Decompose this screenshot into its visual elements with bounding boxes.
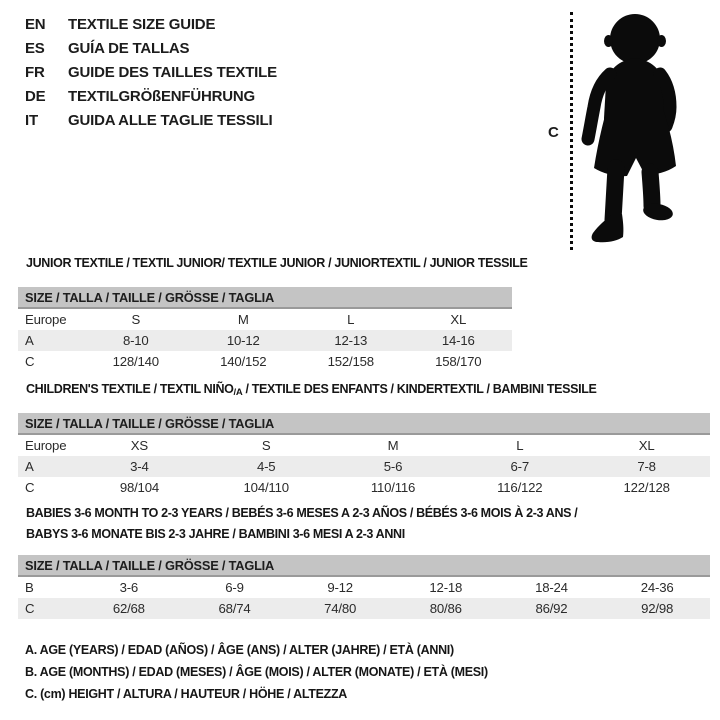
lang-title: GUÍA DE TALLAS (68, 39, 190, 57)
cell: 104/110 (243, 480, 289, 495)
lang-row-fr (25, 60, 277, 84)
lang-row-it (25, 108, 277, 132)
lang-code: DE (25, 87, 46, 105)
row-label: C (25, 480, 35, 495)
note-height-cm: C. (cm) HEIGHT / ALTURA / HAUTEUR / HÖHE / ALTEZZA (25, 687, 348, 701)
children-section-title (26, 382, 597, 398)
junior-row-height (18, 351, 512, 372)
cell: 74/80 (287, 598, 393, 619)
cell: XL (638, 438, 655, 453)
cell: XL (450, 312, 467, 327)
lang-code: ES (25, 39, 45, 57)
legend-notes (25, 639, 488, 705)
note-age-years: A. AGE (YEARS) / EDAD (AÑOS) / ÂGE (ANS) / ALTER (JAHRE) / ETÀ (ANNI) (25, 643, 454, 657)
cell: 5-6 (330, 456, 457, 477)
cell: XS (130, 438, 148, 453)
children-title-sub: /A (233, 387, 243, 398)
junior-row-europe (18, 308, 512, 330)
babies-size-table (18, 555, 710, 619)
row-label: C (25, 354, 35, 369)
note-age-months: B. AGE (MONTHS) / EDAD (MESES) / ÂGE (MOIS) / ALTER (MONATE) / ETÀ (MESI) (25, 665, 488, 679)
cell: 8-10 (82, 330, 190, 351)
cell: 92/98 (604, 598, 710, 619)
lang-code: FR (25, 63, 45, 81)
cell: S (261, 438, 271, 453)
cell: 14-16 (405, 330, 513, 351)
cell: 86/92 (499, 598, 605, 619)
row-label: A (18, 330, 82, 351)
row-label: A (18, 456, 76, 477)
junior-section-title: JUNIOR TEXTILE / TEXTIL JUNIOR/ TEXTILE JUNIOR / JUNIORTEXTIL / JUNIOR TESSILE (26, 256, 528, 270)
cell: 3-4 (76, 456, 203, 477)
measure-c-label: C (548, 124, 559, 141)
cell: 3-6 (119, 580, 139, 595)
cell: 12-18 (429, 580, 463, 595)
row-label: B (25, 580, 34, 595)
size-header-cell: SIZE / TALLA / TAILLE / GRÖSSE / TAGLIA (18, 287, 512, 308)
dotted-measure-line (570, 12, 573, 250)
babies-title-line2: BABYS 3-6 MONATE BIS 2-3 JAHRE / BAMBINI 3-6 MESI A 2-3 ANNI (26, 527, 405, 541)
toddler-silhouette-icon (579, 10, 691, 248)
cell: M (387, 438, 399, 453)
cell: 10-12 (190, 330, 298, 351)
lang-row-en (25, 12, 277, 36)
lang-title: GUIDA ALLE TAGLIE TESSILI (68, 111, 273, 129)
cell: S (131, 312, 141, 327)
table-header-row (18, 555, 710, 576)
children-size-table (18, 413, 710, 498)
lang-title: TEXTILE SIZE GUIDE (68, 15, 216, 33)
children-row-age (18, 456, 710, 477)
table-header-row (18, 287, 512, 308)
size-header-cell: SIZE / TALLA / TAILLE / GRÖSSE / TAGLIA (18, 413, 710, 434)
cell: 6-9 (225, 580, 244, 595)
lang-title: GUIDE DES TAILLES TEXTILE (68, 63, 277, 81)
junior-size-table (18, 287, 512, 372)
cell: 6-7 (456, 456, 583, 477)
children-title-pre: CHILDREN'S TEXTILE / TEXTIL NIÑO (26, 382, 234, 396)
row-label: Europe (25, 438, 67, 453)
cell: 110/116 (370, 480, 416, 495)
junior-row-age (18, 330, 512, 351)
babies-title-line1: BABIES 3-6 MONTH TO 2-3 YEARS / BEBÉS 3-6 MESES A 2-3 AÑOS / BÉBÉS 3-6 MOIS À 2-3 ANS / (26, 506, 578, 520)
cell: 158/170 (435, 354, 482, 369)
lang-code: EN (25, 15, 46, 33)
cell: 122/128 (623, 480, 670, 495)
cell: 7-8 (583, 456, 710, 477)
row-label: Europe (25, 312, 67, 327)
cell: L (516, 438, 524, 453)
cell: 98/104 (119, 480, 159, 495)
cell: 12-13 (297, 330, 405, 351)
height-measure-figure (545, 10, 705, 255)
lang-row-de (25, 84, 277, 108)
babies-row-months (18, 576, 710, 598)
cell: 24-36 (640, 580, 674, 595)
cell: 18-24 (535, 580, 568, 595)
babies-row-height (18, 598, 710, 619)
language-title-list (25, 12, 277, 132)
cell: 4-5 (203, 456, 330, 477)
children-row-europe (18, 434, 710, 456)
size-header-cell: SIZE / TALLA / TAILLE / GRÖSSE / TAGLIA (18, 555, 710, 576)
cell: 152/158 (327, 354, 374, 369)
cell: 128/140 (112, 354, 159, 369)
children-row-height (18, 477, 710, 498)
babies-section-title (26, 503, 577, 545)
cell: M (237, 312, 249, 327)
table-header-row (18, 413, 710, 434)
lang-title: TEXTILGRÖßENFÜHRUNG (68, 87, 256, 105)
lang-row-es (25, 36, 277, 60)
row-label: C (18, 598, 76, 619)
cell: 9-12 (327, 580, 353, 595)
cell: 68/74 (182, 598, 288, 619)
cell: 116/122 (497, 480, 543, 495)
children-title-post: / TEXTILE DES ENFANTS / KINDERTEXTIL / BAMBINI TESSILE (242, 382, 597, 396)
cell: 140/152 (220, 354, 267, 369)
lang-code: IT (25, 111, 38, 129)
cell: 80/86 (393, 598, 499, 619)
cell: L (347, 312, 355, 327)
cell: 62/68 (76, 598, 182, 619)
